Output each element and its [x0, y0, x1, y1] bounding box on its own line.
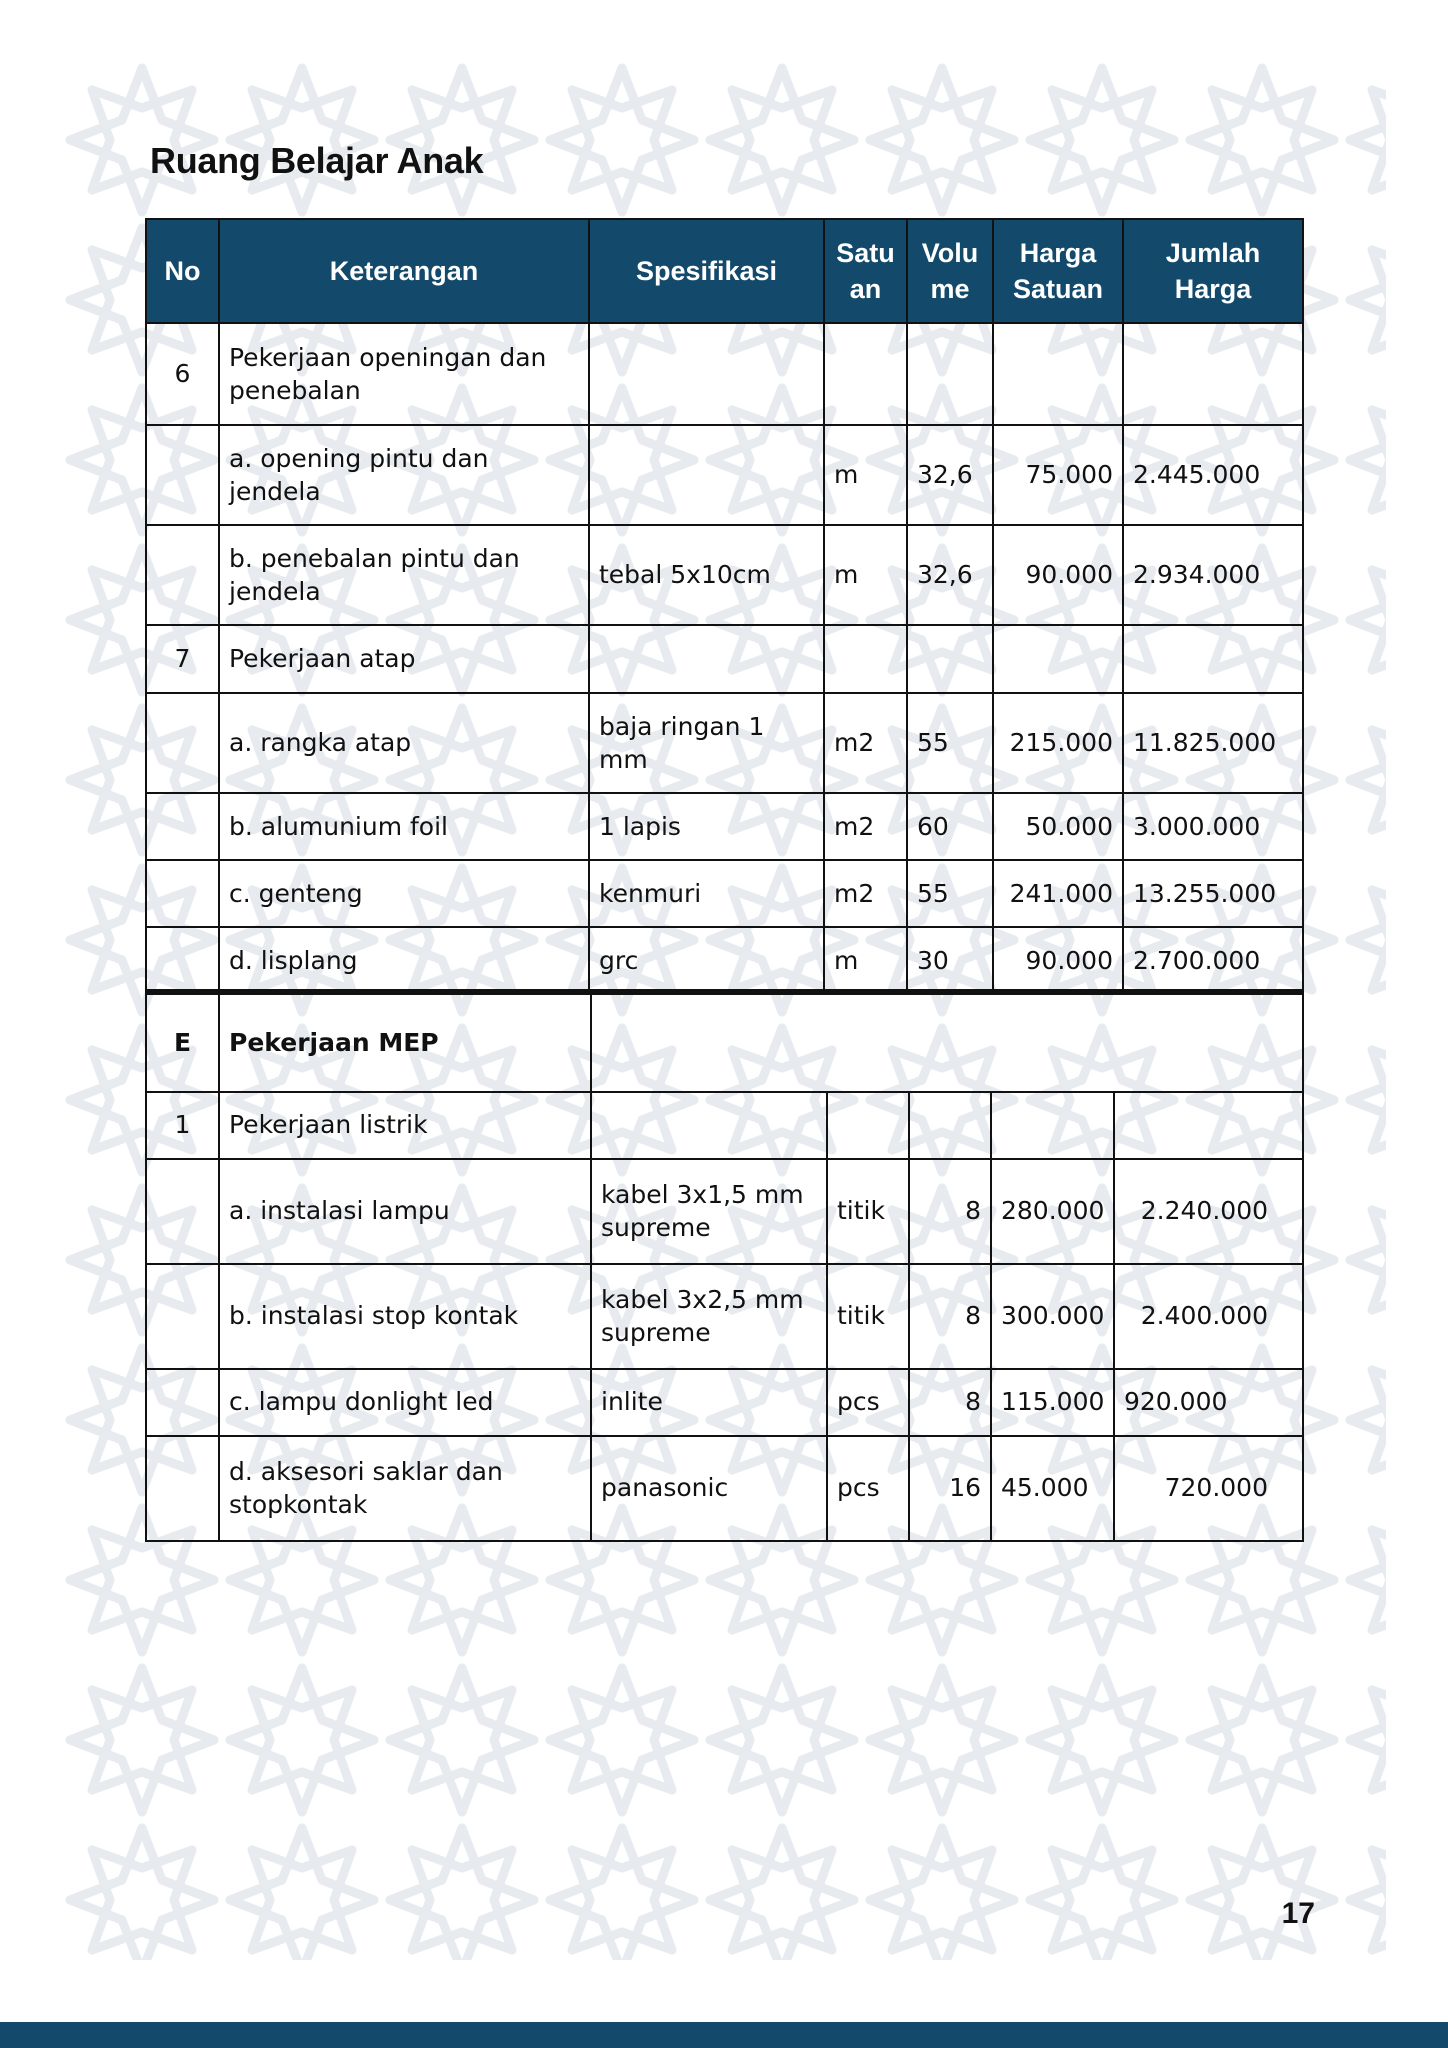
cell-keterangan: a. instalasi lampu [219, 1159, 591, 1264]
table-row [146, 425, 1303, 525]
column-header-harga-satuan: Harga Satuan [993, 219, 1123, 323]
cell-spesifikasi [589, 625, 824, 693]
table-header-row [146, 219, 1303, 323]
page-number: 17 [1281, 1897, 1315, 1930]
cell-jumlah: 2.445.000 [1123, 425, 1303, 525]
cell-volume: 60 [907, 793, 993, 860]
cell-satuan: titik [827, 1159, 909, 1264]
cell-keterangan: b. penebalan pintu dan jendela [219, 525, 589, 625]
cell-volume [907, 625, 993, 693]
cost-table [145, 218, 1304, 995]
cell-satuan: titik [827, 1264, 909, 1369]
cell-no: 6 [146, 323, 219, 425]
footer-bar [0, 2022, 1448, 2048]
cell-no [146, 1436, 219, 1541]
section-no: E [146, 992, 219, 1092]
cell-keterangan: a. rangka atap [219, 693, 589, 793]
page-title: Ruang Belajar Anak [150, 140, 484, 181]
cell-jumlah: 11.825.000 [1123, 693, 1303, 793]
cell-keterangan: Pekerjaan openingan dan penebalan [219, 323, 589, 425]
cell-jumlah: 720.000 [1114, 1436, 1303, 1541]
cell-keterangan: b. alumunium foil [219, 793, 589, 860]
cell-volume: 55 [907, 693, 993, 793]
cell-harga: 45.000 [991, 1436, 1114, 1541]
cell-volume: 16 [909, 1436, 991, 1541]
cell-volume: 8 [909, 1369, 991, 1436]
cell-keterangan: c. lampu donlight led [219, 1369, 591, 1436]
cell-no [146, 425, 219, 525]
table-row [146, 693, 1303, 793]
cell-spesifikasi: baja ringan 1 mm [589, 693, 824, 793]
cell-spesifikasi: kabel 3x2,5 mm supreme [591, 1264, 827, 1369]
table-row [146, 625, 1303, 693]
group-row-listrik [146, 1092, 1303, 1159]
table-row [146, 1436, 1303, 1541]
cell-satuan: m [824, 425, 907, 525]
cell-satuan: m2 [824, 860, 907, 927]
cell-spesifikasi: inlite [591, 1369, 827, 1436]
cell-harga: 300.000 [991, 1264, 1114, 1369]
cell-no [146, 860, 219, 927]
column-header-spesifikasi: Spesifikasi [589, 219, 824, 323]
cell-no: 7 [146, 625, 219, 693]
table-row [146, 525, 1303, 625]
cell-no [146, 525, 219, 625]
cell-volume: 8 [909, 1159, 991, 1264]
column-header-satuan: Satu an [824, 219, 907, 323]
group-no: 1 [146, 1092, 219, 1159]
cell-jumlah: 2.240.000 [1114, 1159, 1303, 1264]
cell-spesifikasi: panasonic [591, 1436, 827, 1541]
cell-spesifikasi: 1 lapis [589, 793, 824, 860]
cell-volume: 8 [909, 1264, 991, 1369]
cell-spesifikasi: kenmuri [589, 860, 824, 927]
mep-table [145, 989, 1304, 1542]
cell-no [146, 793, 219, 860]
cell-keterangan: b. instalasi stop kontak [219, 1264, 591, 1369]
section-empty-cell [591, 992, 1303, 1092]
cell-volume: 32,6 [907, 525, 993, 625]
cell-keterangan: c. genteng [219, 860, 589, 927]
cell-jumlah: 2.400.000 [1114, 1264, 1303, 1369]
cell-jumlah: 920.000 [1114, 1369, 1303, 1436]
cell-harga [993, 323, 1123, 425]
cell-harga: 115.000 [991, 1369, 1114, 1436]
cell-no [146, 693, 219, 793]
cell-volume: 32,6 [907, 425, 993, 525]
cell-harga: 90.000 [993, 525, 1123, 625]
cell-satuan: m [824, 525, 907, 625]
cell-satuan [824, 323, 907, 425]
cell-harga: 280.000 [991, 1159, 1114, 1264]
table-row [146, 323, 1303, 425]
cell-no [146, 927, 219, 994]
cell-harga: 215.000 [993, 693, 1123, 793]
column-header-volume: Volu me [907, 219, 993, 323]
cell-harga: 90.000 [993, 927, 1123, 994]
cell-keterangan: d. lisplang [219, 927, 589, 994]
cell-keterangan: d. aksesori saklar dan stopkontak [219, 1436, 591, 1541]
cell-satuan: m2 [824, 693, 907, 793]
cell-harga [993, 625, 1123, 693]
cell-jumlah: 3.000.000 [1123, 793, 1303, 860]
table-row [146, 860, 1303, 927]
table-row [146, 927, 1303, 994]
cell-jumlah: 2.934.000 [1123, 525, 1303, 625]
cell-jumlah [1123, 323, 1303, 425]
cell-keterangan: a. opening pintu dan jendela [219, 425, 589, 525]
cell-spesifikasi: kabel 3x1,5 mm supreme [591, 1159, 827, 1264]
cell-spesifikasi: tebal 5x10cm [589, 525, 824, 625]
cell-satuan: m2 [824, 793, 907, 860]
section-title: Pekerjaan MEP [219, 992, 591, 1092]
cell-satuan: pcs [827, 1369, 909, 1436]
cell-harga: 75.000 [993, 425, 1123, 525]
column-header-jumlah-harga: Jumlah Harga [1123, 219, 1303, 323]
table-row [146, 1369, 1303, 1436]
cell-volume: 55 [907, 860, 993, 927]
cell-no [146, 1159, 219, 1264]
cell-satuan [824, 625, 907, 693]
cell-volume: 30 [907, 927, 993, 994]
column-header-no: No [146, 219, 219, 323]
column-header-keterangan: Keterangan [219, 219, 589, 323]
cell-harga: 241.000 [993, 860, 1123, 927]
cell-no [146, 1264, 219, 1369]
cell-keterangan: Pekerjaan atap [219, 625, 589, 693]
cell-spesifikasi [589, 425, 824, 525]
cell-harga: 50.000 [993, 793, 1123, 860]
cell-volume [907, 323, 993, 425]
table-row [146, 1264, 1303, 1369]
group-title: Pekerjaan listrik [219, 1092, 591, 1159]
cell-no [146, 1369, 219, 1436]
table-row [146, 793, 1303, 860]
cell-jumlah: 13.255.000 [1123, 860, 1303, 927]
table-row [146, 1159, 1303, 1264]
section-row-mep [146, 992, 1303, 1092]
cell-spesifikasi: grc [589, 927, 824, 994]
cell-satuan: m [824, 927, 907, 994]
cell-jumlah [1123, 625, 1303, 693]
cell-spesifikasi [589, 323, 824, 425]
cell-jumlah: 2.700.000 [1123, 927, 1303, 994]
cell-satuan: pcs [827, 1436, 909, 1541]
